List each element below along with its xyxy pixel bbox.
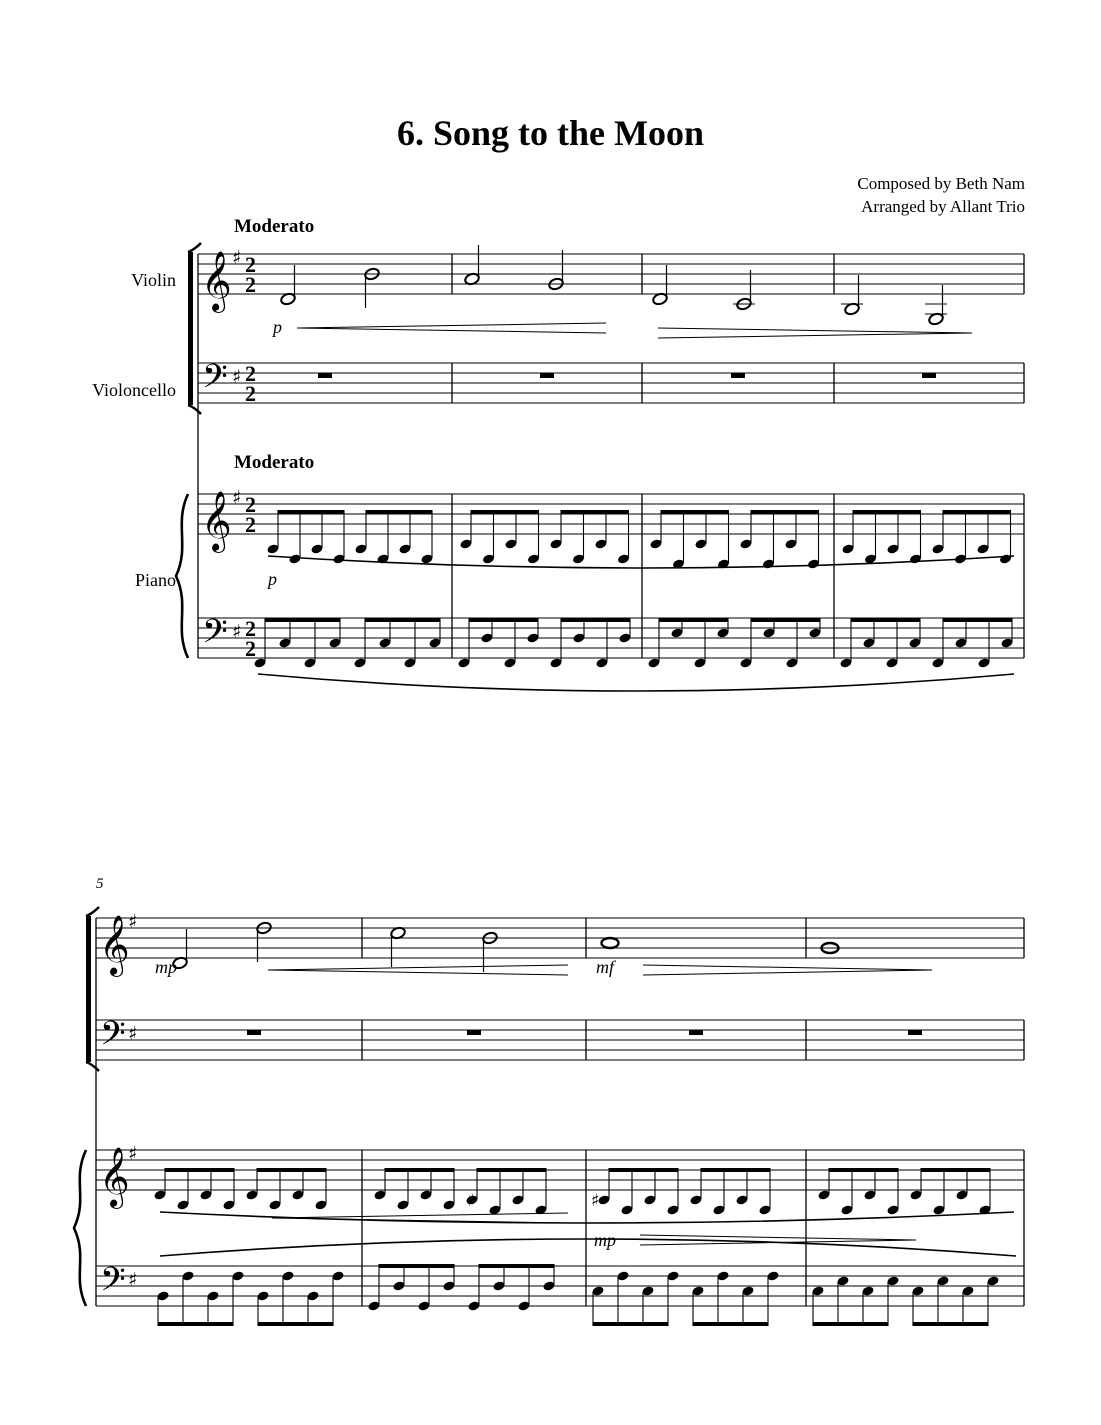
beam: [853, 510, 922, 514]
tempo-marking-piano: Moderato: [234, 452, 315, 473]
dynamic-piano-mp: mp: [594, 1230, 616, 1250]
key-sharp: ♯: [232, 621, 242, 643]
beam: [829, 1168, 899, 1172]
slur: [160, 1239, 1016, 1256]
beam: [365, 618, 441, 622]
instrument-label-violin: Violin: [131, 270, 176, 290]
tempo-marking-strings: Moderato: [234, 216, 315, 237]
whole-rest: [922, 373, 936, 378]
measure-number: 5: [96, 876, 104, 892]
accidental-sharp: ♯: [467, 1191, 476, 1211]
instrument-label-piano: Piano: [134, 570, 176, 590]
crescendo-hairpin: [272, 1218, 568, 1223]
diminuendo-hairpin: [643, 970, 932, 975]
whole-rest: [731, 373, 745, 378]
beam: [265, 618, 341, 622]
time-signature-bottom: 2: [245, 512, 256, 537]
beam: [479, 1264, 555, 1268]
time-signature-top: 2: [245, 492, 256, 517]
time-signature-bottom: 2: [245, 272, 256, 297]
crescendo-hairpin: [297, 323, 606, 328]
beam: [257, 1168, 327, 1172]
crescendo-hairpin: [268, 965, 568, 970]
whole-rest: [318, 373, 332, 378]
beam: [469, 618, 539, 622]
beam: [659, 618, 729, 622]
beam: [609, 1168, 679, 1172]
time-signature-top: 2: [245, 252, 256, 277]
bass-clef: 𝄢: [202, 358, 228, 404]
time-signature-top: 2: [245, 361, 256, 386]
bass-clef: 𝄢: [100, 1261, 126, 1307]
diminuendo-hairpin: [643, 965, 932, 970]
beam: [258, 1322, 334, 1326]
notes: [99, 245, 1016, 1326]
beam: [379, 1264, 455, 1268]
beam: [661, 510, 730, 514]
beam: [851, 618, 921, 622]
beam: [813, 1322, 889, 1326]
beam: [385, 1168, 455, 1172]
whole-rest: [540, 373, 554, 378]
treble-clef: 𝄞: [99, 915, 130, 975]
beam: [921, 1168, 991, 1172]
treble-clef: 𝄞: [201, 491, 232, 551]
beam: [561, 618, 631, 622]
dynamic-violin-mp: mp: [155, 957, 177, 977]
bracket-hook: [86, 907, 99, 916]
time-signature-bottom: 2: [245, 381, 256, 406]
dynamic-violin-p: p: [273, 317, 282, 337]
arranger-credit: Arranged by Allant Trio: [861, 197, 1025, 216]
system-bracket: [86, 916, 91, 1062]
time-signature-top: 2: [245, 616, 256, 641]
beam: [278, 510, 345, 514]
key-sharp: ♯: [232, 247, 242, 269]
key-sharp: ♯: [128, 1023, 138, 1045]
key-sharp: ♯: [128, 1143, 138, 1165]
bracket-hook: [188, 243, 201, 252]
diminuendo-hairpin: [658, 333, 972, 338]
beam: [913, 1322, 989, 1326]
dynamic-violin-mf: mf: [596, 957, 614, 977]
whole-rest: [247, 1030, 261, 1035]
treble-clef: 𝄞: [99, 1147, 130, 1207]
key-sharp: ♯: [232, 366, 242, 388]
beam: [943, 618, 1013, 622]
whole-rest: [467, 1030, 481, 1035]
beam: [366, 510, 433, 514]
score-text: [92, 216, 617, 1250]
instrument-label-cello: Violoncello: [92, 380, 176, 400]
beam: [693, 1322, 769, 1326]
whole-rest: [908, 1030, 922, 1035]
bass-clef: 𝄢: [202, 613, 228, 659]
beam: [165, 1168, 235, 1172]
beam: [943, 510, 1012, 514]
slur: [258, 674, 1014, 691]
bass-clef: 𝄢: [100, 1015, 126, 1061]
composer-credit: Composed by Beth Nam: [857, 174, 1025, 193]
treble-clef: 𝄞: [201, 251, 232, 311]
beam: [751, 510, 820, 514]
key-sharp: ♯: [128, 911, 138, 933]
beam: [477, 1168, 547, 1172]
key-sharp: ♯: [128, 1269, 138, 1291]
crescendo-hairpin: [297, 328, 606, 333]
system-bracket: [188, 252, 193, 405]
accidental-sharp: ♯: [591, 1191, 600, 1211]
beam: [561, 510, 630, 514]
bracket-hook: [86, 1062, 99, 1071]
piano-brace: [74, 1150, 86, 1306]
whole-note: [602, 938, 619, 948]
crescendo-hairpin: [268, 970, 568, 975]
page-title: 6. Song to the Moon: [396, 113, 705, 153]
key-sharp: ♯: [232, 487, 242, 509]
beam: [158, 1322, 234, 1326]
beam: [471, 510, 540, 514]
crescendo-hairpin: [272, 1213, 568, 1218]
whole-rest: [689, 1030, 703, 1035]
diminuendo-hairpin: [658, 328, 972, 333]
bracket-hook: [188, 405, 201, 414]
time-signature-bottom: 2: [245, 636, 256, 661]
beam: [593, 1322, 669, 1326]
dynamic-piano-p: p: [268, 569, 277, 589]
beam: [701, 1168, 771, 1172]
beam: [751, 618, 821, 622]
piano-brace: [176, 494, 188, 658]
